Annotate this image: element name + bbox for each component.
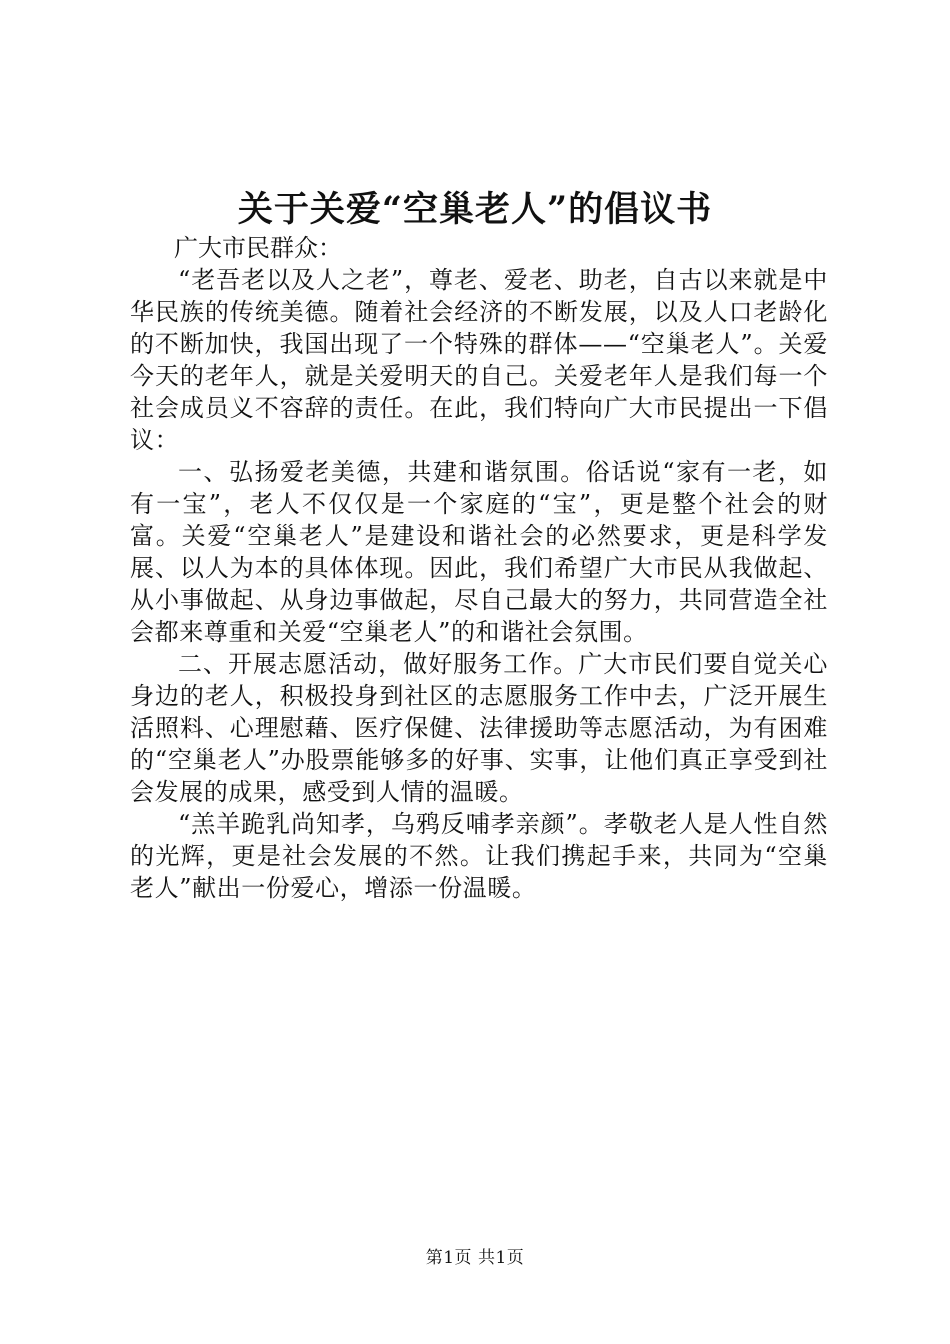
paragraph-closing: “羔羊跪乳尚知孝，乌鸦反哺孝亲颜”。孝敬老人是人性自然的光辉，更是社会发展的不然。让我们携起手来，共同为“空巢老人”献出一份爱心，增添一份温暖。 — [130, 810, 828, 902]
paragraph-proposal-one: 一、弘扬爱老美德，共建和谐氛围。俗话说“家有一老，如有一宝”，老人不仅仅是一个家庭的“宝”，更是整个社会的财富。关爱“空巢老人”是建设和谐社会的必然要求，更是科学发展、以人为本的具体体现。因此，我们希望广大市民从我做起、从小事做起、从身边事做起，尽自己最大的努力，共同营造全社会都来尊重和关爱“空巢老人”的和谐社会氛围。 — [130, 458, 828, 646]
document-body — [130, 232, 828, 904]
page-footer: 第1页 共1页 — [425, 1248, 525, 1268]
paragraph-intro: “老吾老以及人之老”，尊老、爱老、助老，自古以来就是中华民族的传统美德。随着社会经济的不断发展，以及人口老龄化的不断加快，我国出现了一个特殊的群体——“空巢老人”。关爱今天的老年人，就是关爱明天的自己。关爱老年人是我们每一个社会成员义不容辞的责任。在此，我们特向广大市民提出一下倡议： — [130, 266, 828, 454]
document-title: 关于关爱“空巢老人”的倡议书 — [237, 189, 713, 230]
salutation: 广大市民群众： — [174, 234, 342, 262]
paragraph-proposal-two: 二、开展志愿活动，做好服务工作。广大市民们要自觉关心身边的老人，积极投身到社区的志愿服务工作中去，广泛开展生活照料、心理慰藉、医疗保健、法律援助等志愿活动，为有困难的“空巢老人”办股票能够多的好事、实事，让他们真正享受到社会发展的成果，感受到人情的温暖。 — [130, 650, 828, 806]
